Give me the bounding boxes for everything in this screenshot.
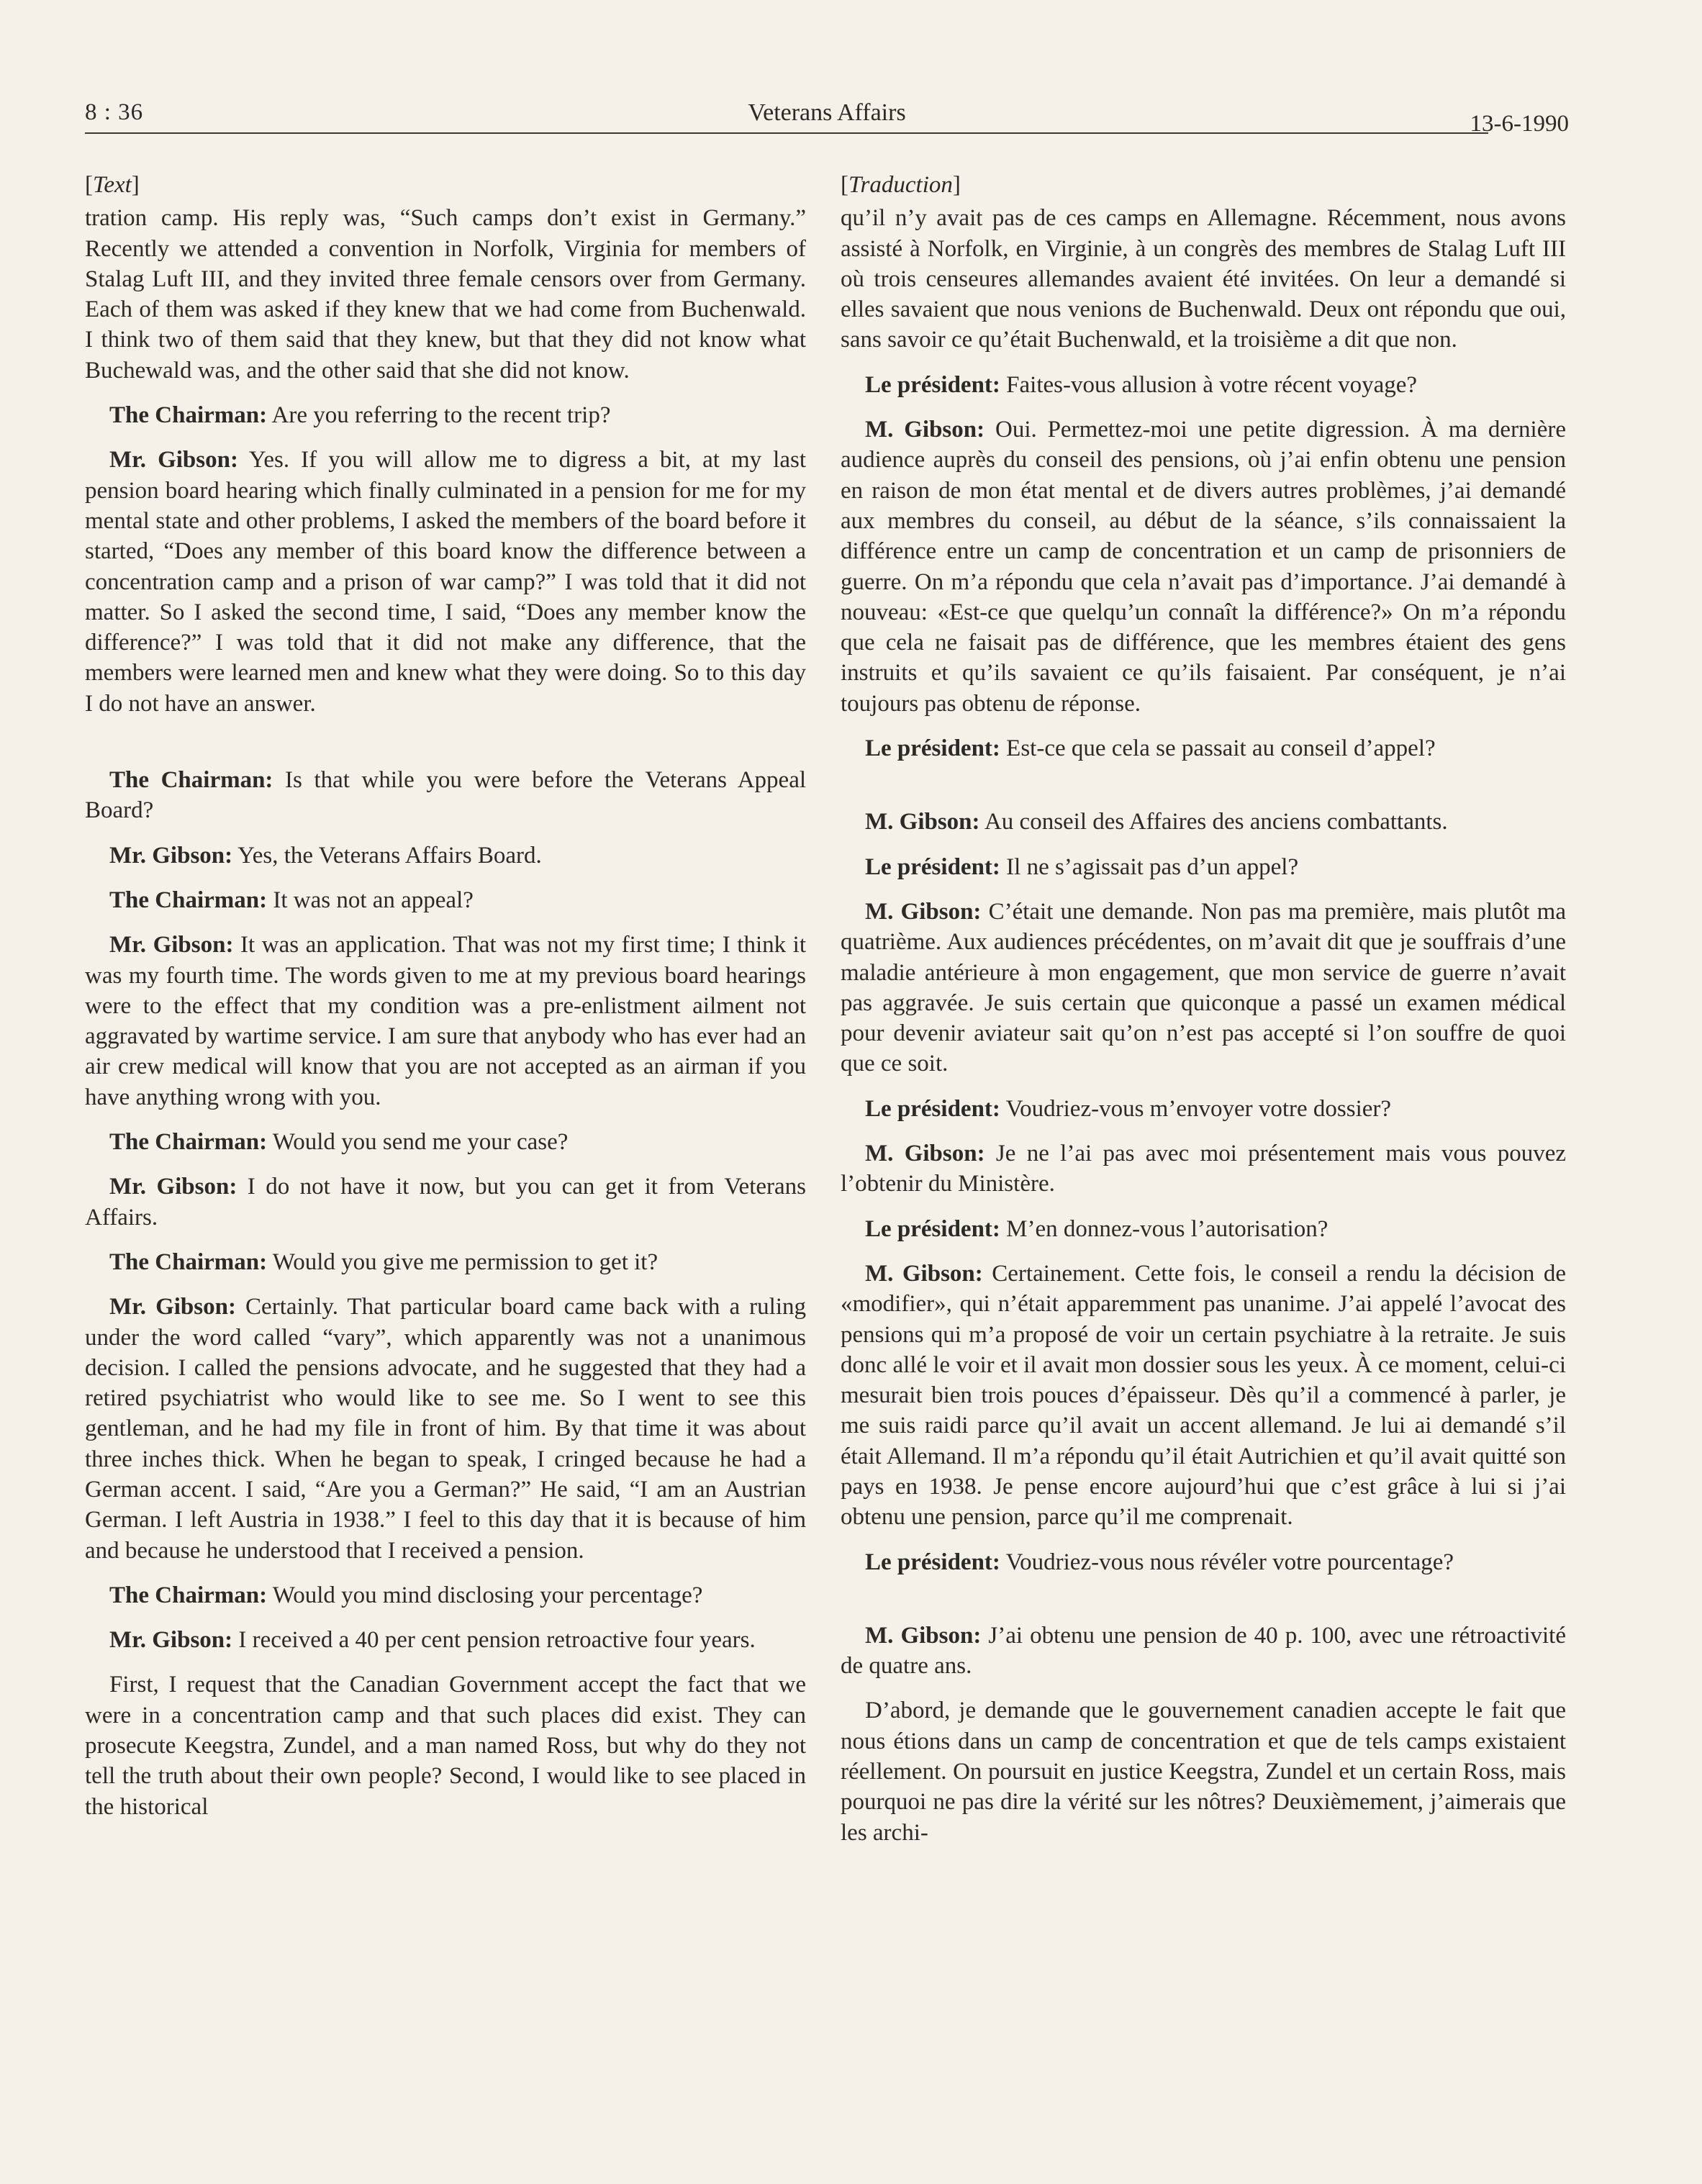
language-label: [Traduction]	[841, 172, 961, 198]
paragraph: Le président: M’en donnez-vous l’autorisation?	[865, 1215, 1328, 1242]
paragraph: Le président: Il ne s’agissait pas d’un appel?	[865, 853, 1299, 880]
speaker-name: Le président:	[865, 735, 1000, 762]
paragraph: M. Gibson: C’était une demande. Non pas ma première, mais plutôt ma quatrième. Aux audiences précédentes, on m’avait dit que je souffrais d’une maladie antérieure à mon engagement, que mon service de guerre n’avait pas aggravée. Je suis certain que quiconque a passé un examen médical pour devenir aviateur sait qu’on n’est pas accepté si l’on souffre de quoi que ce soit.	[841, 898, 1566, 1077]
speaker-name: M. Gibson:	[865, 1260, 983, 1287]
paragraph: Mr. Gibson: I received a 40 per cent pension retroactive four years.	[109, 1627, 756, 1654]
header-rule	[85, 132, 1488, 134]
paragraph: Mr. Gibson: Yes. If you will allow me to digress a bit, at my last pension board hearing which finally culminated in a pension for me for my mental state and other problems, I asked the members of the board before it started, “Does any member of this board know the difference between a concentration camp and a prison of war camp?” I was told that it did not matter. So I asked the second time, I said, “Does any member know the difference?” I was told that it did not make any difference, that the members were learned men and knew what they were doing. So to this day I do not have an answer.	[85, 447, 807, 717]
paragraph: tration camp. His reply was, “Such camps don’t exist in Germany.” Recently we attended a convention in Norfolk, Virginia for members of Stalag Luft III, and they invited three female censors over from Germany. Each of them was asked if they knew that we had come from Buchenwald. I think two of them said that they knew, but that they did not know what Buchewald was, and the other said that she did not know.	[85, 205, 806, 384]
speaker-name: The Chairman:	[109, 887, 268, 913]
speaker-name: The Chairman:	[109, 402, 268, 429]
paragraph: Mr. Gibson: It was an application. That was not my first time; I think it was my fourth time. The words given to me at my previous board hearings were to the effect that my condition was a pre-enlistment ailment not aggravated by wartime service. I am sure that anybody who has ever had an air crew medical will know that you are not accepted as an airman if you have anything wrong with you.	[85, 932, 807, 1110]
paragraph: Le président: Faites-vous allusion à votre récent voyage?	[865, 371, 1418, 398]
speaker-name: Le président:	[865, 1215, 1000, 1242]
speaker-name: The Chairman:	[109, 1249, 268, 1275]
speaker-name: M. Gibson:	[865, 1622, 982, 1649]
speaker-name: Le président:	[865, 1549, 1000, 1575]
paragraph: The Chairman: Is that while you were before the Veterans Appeal Board?	[85, 767, 807, 824]
speaker-name: M. Gibson:	[865, 1141, 985, 1167]
paragraph: qu’il n’y avait pas de ces camps en Allemagne. Récemment, nous avons assisté à Norfolk, en Virginie, à un congrès des membres de Stalag Luft III où trois censeures allemandes avaient été invitées. On leur a demandé si elles savaient que nous venions de Buchenwald. Deux ont répondu que oui, sans savoir ce qu’était Buchenwald, et la troisième a dit que non.	[841, 205, 1566, 353]
paragraph: The Chairman: Would you give me permission to get it?	[109, 1249, 658, 1275]
speaker-name: Mr. Gibson:	[109, 447, 238, 473]
paragraph: M. Gibson: Je ne l’ai pas avec moi présentement mais vous pouvez l’obtenir du Ministère.	[841, 1141, 1567, 1197]
speaker-name: Le président:	[865, 853, 1000, 880]
speaker-name: Mr. Gibson:	[109, 932, 234, 959]
paragraph: Mr. Gibson: Yes, the Veterans Affairs Board.	[109, 842, 542, 869]
sitting-date: 13-6-1990	[1470, 111, 1569, 137]
speaker-name: The Chairman:	[109, 1582, 268, 1608]
speaker-name: Le président:	[865, 1095, 1000, 1122]
paragraph: Le président: Voudriez-vous m’envoyer votre dossier?	[865, 1095, 1392, 1122]
french-column	[841, 170, 1566, 1862]
speaker-name: M. Gibson:	[865, 898, 982, 925]
paragraph: M. Gibson: J’ai obtenu une pension de 40 p. 100, avec une rétroactivité de quatre ans.	[841, 1622, 1566, 1680]
running-title: Veterans Affairs	[748, 99, 906, 126]
paragraph: Mr. Gibson: I do not have it now, but you can get it from Veterans Affairs.	[85, 1174, 806, 1231]
paragraph: The Chairman: Would you mind disclosing your percentage?	[109, 1582, 703, 1608]
speaker-name: The Chairman:	[109, 1129, 268, 1156]
paragraph: M. Gibson: Oui. Permettez-moi une petite digression. À ma dernière audience auprès du conseil des pensions, où j’ai enfin obtenu une pension en raison de mon état mental et de divers autres problèmes, j’ai demandé aux membres du conseil, au début de la séance, s’ils connaissaient la différence entre un camp de concentration et un camp de prisonniers de guerre. On m’a répondu que cela n’avait pas d’importance. J’ai demandé à nouveau: «Est-ce que quelqu’un connaît la différence?» On m’a répondu que cela ne faisait pas de différence, que les membres étaient des gens instruits et qu’ils savaient ce qu’ils faisaient. Par conséquent, je n’ai toujours pas obtenu de réponse.	[841, 417, 1567, 717]
speaker-name: Mr. Gibson:	[109, 1294, 236, 1320]
language-label: [Text]	[85, 172, 140, 198]
paragraph: Le président: Voudriez-vous nous révéler votre pourcentage?	[865, 1549, 1454, 1575]
speaker-name: Mr. Gibson:	[109, 1174, 237, 1200]
paragraph: The Chairman: It was not an appeal?	[109, 887, 474, 913]
paragraph: M. Gibson: Certainement. Cette fois, le conseil a rendu la décision de «modifier», qui n’était apparemment pas unanime. J’ai appelé l’avocat des pensions qui m’a proposé de voir un certain psychiatre à la retraite. Je suis donc allé le voir et il avait mon dossier sous les yeux. À ce moment, celui-ci mesurait bien trois pouces d’épaisseur. Dès qu’il a commencé à parler, je me suis raidi parce qu’il avait un accent allemand. Je lui ai demandé s’il était Allemand. Il m’a répondu qu’il était Autrichien et qu’il avait quitté son pays en 1938. Je pense encore aujourd’hui que c’est grâce à lui si j’ai obtenu une pension, parce qu’il me comprenait.	[841, 1260, 1566, 1531]
speaker-name: The Chairman:	[109, 767, 273, 794]
paragraph: The Chairman: Are you referring to the recent trip?	[109, 402, 611, 429]
speaker-name: Le président:	[865, 371, 1000, 398]
paragraph: Le président: Est-ce que cela se passait au conseil d’appel?	[865, 735, 1436, 762]
speaker-name: M. Gibson:	[865, 809, 980, 835]
page-number: 8 : 36	[85, 99, 144, 125]
speaker-name: M. Gibson:	[865, 417, 985, 443]
speaker-name: Mr. Gibson:	[109, 842, 233, 869]
paragraph: The Chairman: Would you send me your case?	[109, 1129, 569, 1156]
paragraph: D’abord, je demande que le gouvernement canadien accepte le fait que nous étions dans un camp de concentration et que de tels camps existaient réellement. On poursuit en justice Keegstra, Zundel et un certain Ross, mais pourquoi ne pas dire la vérité sur les nôtres? Deuxièmement, j’aimerais que les archi-	[841, 1698, 1566, 1846]
speaker-name: Mr. Gibson:	[109, 1627, 233, 1654]
paragraph: First, I request that the Canadian Government accept the fact that we were in a concentration camp and that such places did exist. They can prosecute Keegstra, Zundel, and a man named Ross, but why do they not tell the truth about their own people? Second, I would like to see placed in the historical	[85, 1672, 806, 1820]
page-header	[85, 99, 1569, 142]
paragraph: M. Gibson: Au conseil des Affaires des anciens combattants.	[865, 809, 1448, 835]
english-column	[85, 170, 806, 1836]
paragraph: Mr. Gibson: Certainly. That particular board came back with a ruling under the word called “vary”, which apparently was not a unanimous decision. I called the pensions advocate, and he suggested that they had a retired psychiatrist who would like to see me. So I went to see this gentleman, and he had my file in front of him. By that time it was about three inches thick. When he began to speak, I cringed because he had a German accent. I said, “Are you a German?” He said, “I am an Austrian German. I left Austria in 1938.” I feel to this day that it is because of him and because he understood that I received a pension.	[85, 1294, 807, 1564]
